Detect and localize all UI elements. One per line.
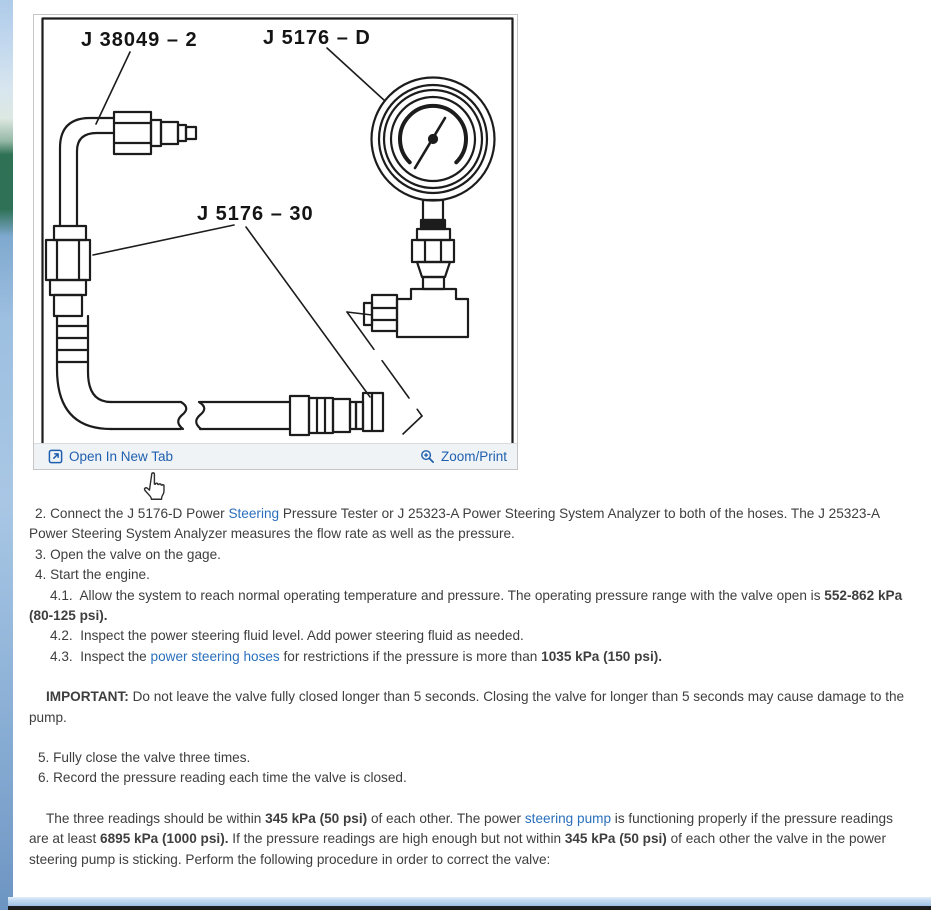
figure-toolbar — [34, 443, 517, 469]
bottom-border — [8, 906, 931, 910]
text-run: 4.1. Allow the system to reach normal operating temperature and pressure. The operating pressure range with the valve open is — [50, 587, 825, 603]
procedure-paragraph — [29, 647, 916, 667]
text-run: for restrictions if the pressure is more than — [279, 648, 542, 664]
tool-label-j5176-30: J 5176 – 30 — [197, 203, 314, 225]
pressure-tester-diagram-svg — [41, 17, 514, 443]
valve-body-drawing — [364, 200, 468, 337]
zoom-print-link[interactable] — [420, 449, 507, 464]
inline-link[interactable]: Steering — [228, 506, 280, 521]
bold-text: 345 kPa (50 psi) — [564, 831, 667, 847]
procedure-paragraph — [29, 586, 916, 627]
procedure-paragraph — [29, 626, 916, 646]
procedure-paragraph — [29, 768, 916, 788]
open-in-new-tab-link[interactable] — [48, 449, 173, 464]
text-run: is functioning properly if the pressure readings are at least — [29, 810, 893, 847]
inline-link[interactable]: power steering hoses — [150, 648, 280, 664]
procedure-paragraph — [29, 504, 916, 545]
hose-coupler-drawing — [46, 226, 90, 316]
bold-text: 1035 kPa (150 psi). — [541, 648, 663, 664]
zoom-print-label: Zoom/Print — [440, 449, 507, 464]
text-run: Pressure Tester or J 25323-A Power Steering System Analyzer to both of the hoses. The J 25323-A Power Steering System Analyzer measures the flow rate as well as the pressure. — [29, 506, 880, 542]
hand-cursor-icon — [141, 471, 169, 503]
tool-label-j5176-d: J 5176 – D — [263, 27, 371, 49]
inline-link[interactable]: steering pump — [524, 810, 612, 826]
scan-border — [43, 19, 513, 444]
tool-label-j38049-2: J 38049 – 2 — [81, 29, 198, 51]
text-run: Do not leave the valve fully closed longer than 5 seconds. Closing the valve for longer than 5 seconds may cause damage to the pump. — [29, 689, 905, 725]
text-run: 2. Connect the J 5176-D Power — [35, 506, 229, 521]
zoom-magnifier-icon — [420, 449, 435, 464]
background-strip — [0, 0, 13, 910]
bold-text: 345 kPa (50 psi) — [265, 810, 368, 826]
text-run: 4.2. Inspect the power steering fluid level. Add power steering fluid as needed. — [50, 628, 524, 644]
open-in-new-tab-label: Open In New Tab — [69, 449, 174, 464]
text-run: of each other. The power — [367, 810, 525, 826]
bold-text: IMPORTANT: — [46, 689, 129, 705]
procedure-paragraph — [29, 545, 916, 565]
text-run: 6. Record the pressure reading each time the valve is closed. — [38, 770, 407, 786]
text-run: The three readings should be within — [46, 810, 266, 826]
text-run: 3. Open the valve on the gage. — [35, 546, 221, 562]
pressure-gauge-drawing — [372, 78, 495, 201]
bold-text: 6895 kPa (1000 psi). — [100, 831, 229, 847]
pressure-hose-drawing — [57, 316, 383, 435]
text-run: of each other the valve in the power steering pump is sticking. Perform the following procedure in order to correct the valve: — [29, 831, 886, 867]
procedure-paragraph — [29, 687, 916, 728]
text-run: If the pressure readings are high enough but not within — [228, 831, 565, 847]
procedure-text — [13, 504, 931, 870]
open-in-new-tab-icon — [48, 449, 63, 464]
text-run: 5. Fully close the valve three times. — [38, 750, 251, 766]
text-run: 4. Start the engine. — [35, 567, 150, 583]
bold-text: 552-862 kPa (80-125 psi). — [29, 587, 903, 624]
elbow-adapter-drawing — [60, 112, 196, 226]
figure-frame — [33, 14, 518, 470]
procedure-paragraph — [29, 748, 916, 768]
procedure-paragraph — [29, 565, 916, 585]
tool-diagram — [34, 15, 517, 443]
text-run: 4.3. Inspect the — [50, 648, 151, 664]
next-element-top-edge — [8, 897, 931, 906]
procedure-paragraph — [29, 809, 916, 870]
